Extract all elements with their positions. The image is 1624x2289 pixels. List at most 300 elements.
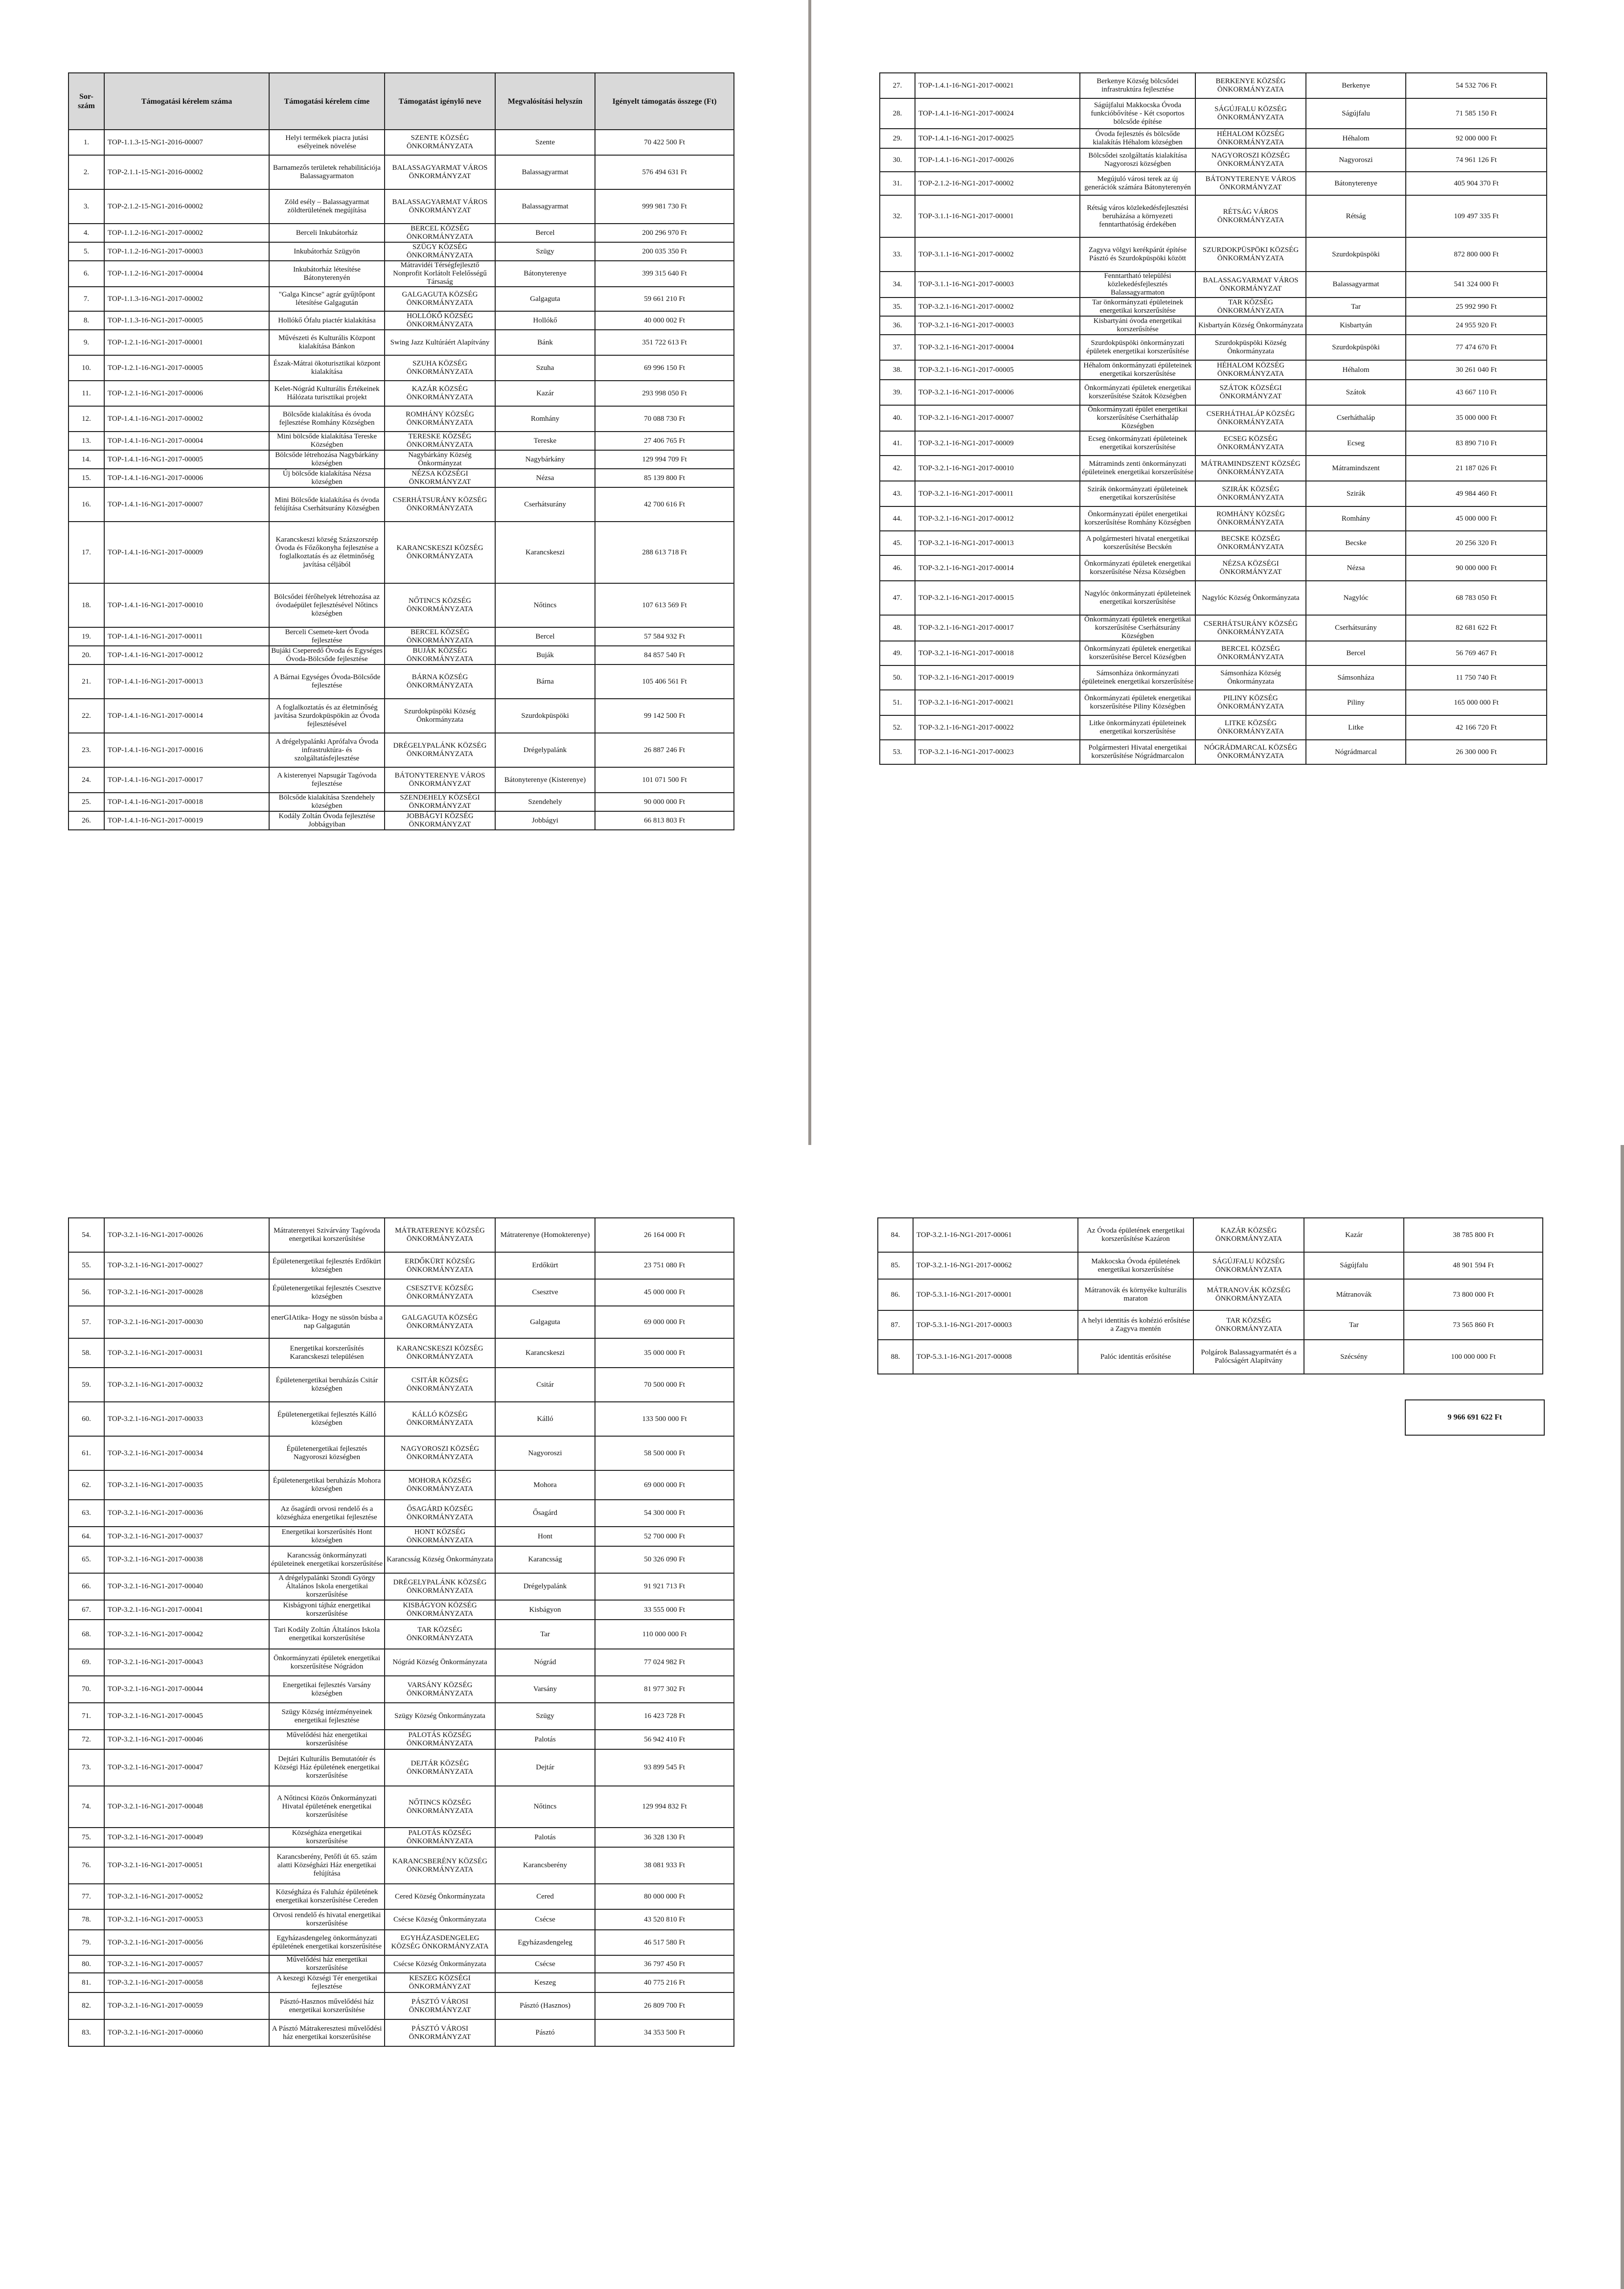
table-row <box>69 1600 734 1620</box>
cell-applicant-name: BECSKE KÖZSÉG ÖNKORMÁNYZATA <box>1195 531 1306 555</box>
table-row <box>69 287 734 311</box>
cell-application-title: Zagyva völgyi kerékpárút építése Pásztó és Szurdokpüspöki között <box>1080 237 1195 272</box>
cell-application-number: TOP-3.2.1-16-NG1-2017-00049 <box>104 1828 269 1847</box>
cell-location: Kisbágyon <box>495 1600 595 1620</box>
cell-applicant-name: BALASSAGYARMAT VÁROS ÖNKORMÁNYZAT <box>385 189 495 224</box>
cell-application-number: TOP-1.4.1-16-NG1-2017-00010 <box>104 583 269 627</box>
cell-row-number: 23. <box>69 733 104 767</box>
table-row <box>69 432 734 450</box>
cell-application-number: TOP-3.2.1-16-NG1-2017-00048 <box>104 1786 269 1828</box>
cell-location: Ecseg <box>1306 431 1406 456</box>
cell-application-title: Palóc identitás erősítése <box>1078 1340 1193 1374</box>
cell-row-number: 28. <box>880 98 915 129</box>
cell-applicant-name: PÁSZTÓ VÁROSI ÖNKORMÁNYZAT <box>385 2019 495 2046</box>
cell-location: Héhalom <box>1306 360 1406 380</box>
cell-application-title: Az ősagárdi orvosi rendelő és a községháza energetikai fejlesztése <box>269 1500 385 1527</box>
cell-requested-amount: 38 785 800 Ft <box>1404 1218 1543 1252</box>
cell-applicant-name: BALASSAGYARMAT VÁROS ÖNKORMÁNYZAT <box>385 155 495 189</box>
cell-requested-amount: 36 328 130 Ft <box>595 1828 734 1847</box>
cell-location: Csesztve <box>495 1279 595 1306</box>
cell-application-title: A Bárnai Egységes Óvoda-Bölcsőde fejlesztése <box>269 664 385 699</box>
table-row <box>69 1402 734 1436</box>
cell-applicant-name: Csécse Község Önkormányzata <box>385 1955 495 1973</box>
cell-requested-amount: 52 700 000 Ft <box>595 1527 734 1546</box>
cell-location: Héhalom <box>1306 129 1406 148</box>
cell-requested-amount: 58 500 000 Ft <box>595 1436 734 1470</box>
cell-row-number: 25. <box>69 793 104 811</box>
cell-application-number: TOP-3.2.1-16-NG1-2017-00056 <box>104 1930 269 1955</box>
cell-row-number: 50. <box>880 665 915 690</box>
cell-location: Bercel <box>1306 641 1406 665</box>
cell-application-number: TOP-3.2.1-16-NG1-2017-00014 <box>915 555 1080 581</box>
cell-location: Nógrád <box>495 1649 595 1676</box>
cell-location: Bátonyterenye (Kisterenye) <box>495 767 595 793</box>
cell-requested-amount: 42 166 720 Ft <box>1406 715 1547 740</box>
cell-application-number: TOP-3.2.1-16-NG1-2017-00033 <box>104 1402 269 1436</box>
cell-row-number: 32. <box>880 195 915 237</box>
cell-row-number: 15. <box>69 469 104 487</box>
cell-applicant-name: VARSÁNY KÖZSÉG ÖNKORMÁNYZATA <box>385 1676 495 1703</box>
cell-row-number: 43. <box>880 481 915 506</box>
cell-row-number: 10. <box>69 355 104 381</box>
cell-application-number: TOP-3.2.1-16-NG1-2017-00018 <box>915 641 1080 665</box>
cell-requested-amount: 35 000 000 Ft <box>595 1338 734 1368</box>
cell-row-number: 29. <box>880 129 915 148</box>
cell-application-title: Bölcsőde kialakítása és óvoda fejlesztése Romhány Községben <box>269 406 385 432</box>
cell-applicant-name: EGYHÁZASDENGELEG KÖZSÉG ÖNKORMÁNYZATA <box>385 1930 495 1955</box>
cell-location: Szirák <box>1306 481 1406 506</box>
cell-location: Berkenye <box>1306 73 1406 98</box>
table-row <box>69 1749 734 1786</box>
cell-application-title: Berkenye Község bölcsődei infrastruktúra fejlesztése <box>1080 73 1195 98</box>
cell-application-number: TOP-3.2.1-16-NG1-2017-00026 <box>104 1218 269 1252</box>
cell-row-number: 47. <box>880 581 915 615</box>
cell-location: Szuha <box>495 355 595 381</box>
cell-applicant-name: ECSEG KÖZSÉG ÖNKORMÁNYZATA <box>1195 431 1306 456</box>
cell-applicant-name: NAGYOROSZI KÖZSÉG ÖNKORMÁNYZATA <box>385 1436 495 1470</box>
cell-location: Tar <box>1304 1310 1404 1340</box>
cell-requested-amount: 73 565 860 Ft <box>1404 1310 1543 1340</box>
cell-applicant-name: SZENTE KÖZSÉG ÖNKORMÁNYZATA <box>385 130 495 155</box>
column-header-applicant-name: Támogatást igénylő neve <box>385 73 495 130</box>
cell-requested-amount: 85 139 800 Ft <box>595 469 734 487</box>
table-row <box>69 1847 734 1884</box>
cell-application-title: Hollókő Ófalu piactér kialakítása <box>269 311 385 330</box>
table-row <box>880 335 1547 360</box>
table-row <box>880 431 1547 456</box>
cell-application-number: TOP-1.4.1-16-NG1-2017-00026 <box>915 148 1080 172</box>
cell-application-title: Ságújfalui Makkocska Óvoda funkcióbővítése - Két csoportos bölcsőde építése <box>1080 98 1195 129</box>
cell-requested-amount: 20 256 320 Ft <box>1406 531 1547 555</box>
cell-applicant-name: HÉHALOM KÖZSÉG ÖNKORMÁNYZATA <box>1195 360 1306 380</box>
table-row <box>69 583 734 627</box>
cell-applicant-name: TERESKE KÖZSÉG ÖNKORMÁNYZATA <box>385 432 495 450</box>
cell-row-number: 85. <box>878 1252 913 1279</box>
cell-requested-amount: 293 998 050 Ft <box>595 381 734 406</box>
cell-location: Hollókő <box>495 311 595 330</box>
cell-location: Drégelypalánk <box>495 733 595 767</box>
cell-location: Bátonyterenye <box>495 261 595 287</box>
column-header-application-number: Támogatási kérelem száma <box>104 73 269 130</box>
cell-applicant-name: ROMHÁNY KÖZSÉG ÖNKORMÁNYZATA <box>385 406 495 432</box>
cell-applicant-name: KARANCSKESZI KÖZSÉG ÖNKORMÁNYZATA <box>385 522 495 583</box>
cell-application-number: TOP-3.2.1-16-NG1-2017-00013 <box>915 531 1080 555</box>
cell-application-title: Önkormányzati épület energetikai korszerűsítése Romhány Községben <box>1080 506 1195 531</box>
cell-requested-amount: 70 422 500 Ft <box>595 130 734 155</box>
grant-table <box>877 1217 1543 1374</box>
cell-requested-amount: 36 797 450 Ft <box>595 1955 734 1973</box>
table-row <box>880 73 1547 98</box>
cell-applicant-name: NÓGRÁDMARCAL KÖZSÉG ÖNKORMÁNYZATA <box>1195 740 1306 764</box>
cell-location: Romhány <box>495 406 595 432</box>
cell-location: Palotás <box>495 1828 595 1847</box>
table-row <box>880 456 1547 481</box>
cell-location: Szente <box>495 130 595 155</box>
cell-applicant-name: LITKE KÖZSÉG ÖNKORMÁNYZATA <box>1195 715 1306 740</box>
table-row <box>878 1279 1543 1310</box>
cell-location: Nagyoroszi <box>495 1436 595 1470</box>
cell-application-title: Egyházasdengeleg önkormányzati épületének energetikai korszerűsítése <box>269 1930 385 1955</box>
cell-application-title: Fenntartható települési közlekedésfejlesztés Balassagyarmaton <box>1080 272 1195 298</box>
cell-row-number: 69. <box>69 1649 104 1676</box>
cell-applicant-name: HOLLÓKŐ KÖZSÉG ÖNKORMÁNYZATA <box>385 311 495 330</box>
cell-location: Keszeg <box>495 1973 595 1992</box>
cell-application-number: TOP-3.2.1-16-NG1-2017-00038 <box>104 1546 269 1573</box>
table-row <box>878 1340 1543 1374</box>
cell-row-number: 9. <box>69 330 104 355</box>
cell-row-number: 11. <box>69 381 104 406</box>
cell-row-number: 81. <box>69 1973 104 1992</box>
cell-requested-amount: 90 000 000 Ft <box>595 793 734 811</box>
cell-requested-amount: 80 000 000 Ft <box>595 1884 734 1909</box>
column-header-row-number: Sor- szám <box>69 73 104 130</box>
cell-requested-amount: 90 000 000 Ft <box>1406 555 1547 581</box>
page-3 <box>68 1217 734 2047</box>
table-row <box>69 242 734 261</box>
table-row <box>69 1828 734 1847</box>
cell-row-number: 31. <box>880 172 915 195</box>
column-header-requested-amount: Igényelt támogatás összege (Ft) <box>595 73 734 130</box>
cell-row-number: 73. <box>69 1749 104 1786</box>
cell-requested-amount: 56 942 410 Ft <box>595 1730 734 1749</box>
cell-applicant-name: KARANCSBERÉNY KÖZSÉG ÖNKORMÁNYZATA <box>385 1847 495 1884</box>
cell-application-number: TOP-5.3.1-16-NG1-2017-00003 <box>913 1310 1078 1340</box>
cell-requested-amount: 129 994 832 Ft <box>595 1786 734 1828</box>
cell-application-title: Polgármesteri Hivatal energetikai korszerűsítése Nógrádmarcalon <box>1080 740 1195 764</box>
cell-application-number: TOP-1.1.3-16-NG1-2017-00005 <box>104 311 269 330</box>
cell-application-title: A polgármesteri hivatal energetikai korszerűsítése Becskén <box>1080 531 1195 555</box>
cell-requested-amount: 40 775 216 Ft <box>595 1973 734 1992</box>
cell-location: Ságújfalu <box>1304 1252 1404 1279</box>
cell-location: Bátonyterenye <box>1306 172 1406 195</box>
cell-location: Becske <box>1306 531 1406 555</box>
cell-application-number: TOP-2.1.2-15-NG1-2016-00002 <box>104 189 269 224</box>
cell-application-title: Rétság város közlekedésfejlesztési beruházása a környezeti fenntarthatóság érdekében <box>1080 195 1195 237</box>
cell-row-number: 82. <box>69 1992 104 2019</box>
cell-requested-amount: 16 423 728 Ft <box>595 1703 734 1730</box>
table-row <box>69 1649 734 1676</box>
cell-location: Romhány <box>1306 506 1406 531</box>
table-row <box>880 740 1547 764</box>
cell-requested-amount: 57 584 932 Ft <box>595 627 734 646</box>
cell-location: Tereske <box>495 432 595 450</box>
cell-application-title: Önkormányzati épületek energetikai korszerűsítése Piliny Községben <box>1080 690 1195 715</box>
cell-application-title: Sámsonháza önkormányzati épületeinek energetikai korszerűsítése <box>1080 665 1195 690</box>
table-row <box>69 1546 734 1573</box>
cell-application-number: TOP-3.2.1-16-NG1-2017-00002 <box>915 298 1080 316</box>
cell-application-title: Önkormányzati épületek energetikai korszerűsítése Nógrádon <box>269 1649 385 1676</box>
cell-location: Galgaguta <box>495 287 595 311</box>
cell-application-number: TOP-3.2.1-16-NG1-2017-00047 <box>104 1749 269 1786</box>
cell-requested-amount: 50 326 090 Ft <box>595 1546 734 1573</box>
cell-applicant-name: JOBBÁGYI KÖZSÉG ÖNKORMÁNYZAT <box>385 811 495 830</box>
cell-application-title: Mátraminds zenti önkormányzati épületeinek energetikai korszerűsítése <box>1080 456 1195 481</box>
column-header-application-title: Támogatási kérelem címe <box>269 73 385 130</box>
cell-application-title: A drégelypalánki Szondi György Általános Iskola energetikai korszerűsítése <box>269 1573 385 1600</box>
cell-row-number: 5. <box>69 242 104 261</box>
table-row <box>69 1930 734 1955</box>
cell-applicant-name: KAZÁR KÖZSÉG ÖNKORMÁNYZATA <box>1193 1218 1304 1252</box>
cell-requested-amount: 91 921 713 Ft <box>595 1573 734 1600</box>
cell-application-title: A keszegi Községi Tér energetikai fejlesztése <box>269 1973 385 1992</box>
cell-applicant-name: ŐSAGÁRD KÖZSÉG ÖNKORMÁNYZATA <box>385 1500 495 1527</box>
cell-row-number: 18. <box>69 583 104 627</box>
cell-application-title: Új bölcsőde kialakítása Nézsa községben <box>269 469 385 487</box>
cell-requested-amount: 77 024 982 Ft <box>595 1649 734 1676</box>
cell-location: Balassagyarmat <box>495 155 595 189</box>
cell-row-number: 62. <box>69 1470 104 1500</box>
cell-application-title: Az Óvoda épületének energetikai korszerűsítése Kazáron <box>1078 1218 1193 1252</box>
cell-application-title: Épületenergetikai fejlesztés Erdőkürt községben <box>269 1252 385 1279</box>
cell-application-number: TOP-3.2.1-16-NG1-2017-00015 <box>915 581 1080 615</box>
cell-location: Sámsonháza <box>1306 665 1406 690</box>
cell-applicant-name: NÉZSA KÖZSÉGI ÖNKORMÁNYZAT <box>385 469 495 487</box>
cell-application-number: TOP-3.2.1-16-NG1-2017-00023 <box>915 740 1080 764</box>
cell-location: Nőtincs <box>495 1786 595 1828</box>
grand-total: 9 966 691 622 Ft <box>1405 1399 1545 1436</box>
cell-application-number: TOP-1.4.1-16-NG1-2017-00021 <box>915 73 1080 98</box>
table-row <box>69 1368 734 1402</box>
cell-application-number: TOP-3.2.1-16-NG1-2017-00042 <box>104 1620 269 1649</box>
cell-application-title: Helyi termékek piacra jutási esélyeinek növelése <box>269 130 385 155</box>
cell-applicant-name: SZIRÁK KÖZSÉG ÖNKORMÁNYZATA <box>1195 481 1306 506</box>
cell-application-number: TOP-3.2.1-16-NG1-2017-00041 <box>104 1600 269 1620</box>
cell-row-number: 60. <box>69 1402 104 1436</box>
cell-row-number: 33. <box>880 237 915 272</box>
cell-application-title: Kelet-Nógrád Kulturális Értékeinek Hálózata turisztikai projekt <box>269 381 385 406</box>
cell-application-title: Inkubátorház létesítése Bátonyterenyén <box>269 261 385 287</box>
cell-requested-amount: 107 613 569 Ft <box>595 583 734 627</box>
cell-requested-amount: 30 261 040 Ft <box>1406 360 1547 380</box>
cell-row-number: 7. <box>69 287 104 311</box>
cell-application-number: TOP-1.4.1-16-NG1-2017-00011 <box>104 627 269 646</box>
cell-application-title: Községháza és Faluház épületének energetikai korszerűsítése Cereden <box>269 1884 385 1909</box>
cell-location: Karancsság <box>495 1546 595 1573</box>
table-row <box>880 98 1547 129</box>
grant-table <box>68 1217 734 2047</box>
cell-location: Bercel <box>495 224 595 242</box>
cell-location: Galgaguta <box>495 1306 595 1338</box>
cell-application-title: Bölcsődei férőhelyek létrehozása az óvodaépület fejlesztésével Nőtincs községben <box>269 583 385 627</box>
cell-requested-amount: 49 984 460 Ft <box>1406 481 1547 506</box>
cell-application-title: Épületenergetikai beruházás Csitár községben <box>269 1368 385 1402</box>
cell-location: Erdőkürt <box>495 1252 595 1279</box>
cell-requested-amount: 105 406 561 Ft <box>595 664 734 699</box>
table-row <box>69 330 734 355</box>
cell-row-number: 13. <box>69 432 104 450</box>
cell-application-number: TOP-1.4.1-16-NG1-2017-00004 <box>104 432 269 450</box>
cell-requested-amount: 399 315 640 Ft <box>595 261 734 287</box>
table-row <box>69 450 734 469</box>
cell-applicant-name: CSITÁR KÖZSÉG ÖNKORMÁNYZATA <box>385 1368 495 1402</box>
cell-applicant-name: SZUHA KÖZSÉG ÖNKORMÁNYZATA <box>385 355 495 381</box>
cell-location: Nagylóc <box>1306 581 1406 615</box>
cell-application-title: Épületenergetikai fejlesztés Csesztve községben <box>269 1279 385 1306</box>
cell-application-title: Szirák önkormányzati épületeinek energetikai korszerűsítése <box>1080 481 1195 506</box>
cell-application-number: TOP-1.4.1-16-NG1-2017-00009 <box>104 522 269 583</box>
cell-location: Piliny <box>1306 690 1406 715</box>
cell-applicant-name: PÁSZTÓ VÁROSI ÖNKORMÁNYZAT <box>385 1992 495 2019</box>
cell-applicant-name: KESZEG KÖZSÉGI ÖNKORMÁNYZAT <box>385 1973 495 1992</box>
cell-requested-amount: 66 813 803 Ft <box>595 811 734 830</box>
cell-row-number: 87. <box>878 1310 913 1340</box>
cell-application-number: TOP-1.1.2-16-NG1-2017-00002 <box>104 224 269 242</box>
table-row <box>69 311 734 330</box>
cell-requested-amount: 69 000 000 Ft <box>595 1470 734 1500</box>
cell-application-number: TOP-3.2.1-16-NG1-2017-00021 <box>915 690 1080 715</box>
cell-location: Pásztó <box>495 2019 595 2046</box>
cell-application-title: Óvoda fejlesztés és bölcsőde kialakítás Héhalom községben <box>1080 129 1195 148</box>
cell-row-number: 22. <box>69 699 104 733</box>
cell-applicant-name: ERDŐKÜRT KÖZSÉG ÖNKORMÁNYZATA <box>385 1252 495 1279</box>
cell-applicant-name: Nógrád Község Önkormányzata <box>385 1649 495 1676</box>
cell-row-number: 77. <box>69 1884 104 1909</box>
table-row <box>69 406 734 432</box>
cell-applicant-name: NŐTINCS KÖZSÉG ÖNKORMÁNYZATA <box>385 1786 495 1828</box>
cell-row-number: 71. <box>69 1703 104 1730</box>
cell-location: Bárna <box>495 664 595 699</box>
cell-application-title: Épületenergetikai beruházás Mohora községben <box>269 1470 385 1500</box>
cell-requested-amount: 24 955 920 Ft <box>1406 316 1547 335</box>
cell-application-title: A kisterenyei Napsugár Tagóvoda fejlesztése <box>269 767 385 793</box>
cell-applicant-name: GALGAGUTA KÖZSÉG ÖNKORMÁNYZATA <box>385 1306 495 1338</box>
table-row <box>880 641 1547 665</box>
cell-location: Varsány <box>495 1676 595 1703</box>
cell-applicant-name: BUJÁK KÖZSÉG ÖNKORMÁNYZATA <box>385 646 495 664</box>
table-row <box>880 148 1547 172</box>
cell-application-number: TOP-5.3.1-16-NG1-2017-00008 <box>913 1340 1078 1374</box>
cell-application-number: TOP-3.2.1-16-NG1-2017-00022 <box>915 715 1080 740</box>
cell-application-title: Berceli Csemete-kert Óvoda fejlesztése <box>269 627 385 646</box>
cell-row-number: 65. <box>69 1546 104 1573</box>
cell-requested-amount: 70 500 000 Ft <box>595 1368 734 1402</box>
cell-location: Csécse <box>495 1955 595 1973</box>
cell-requested-amount: 43 667 110 Ft <box>1406 380 1547 405</box>
cell-location: Pásztó (Hasznos) <box>495 1992 595 2019</box>
cell-row-number: 6. <box>69 261 104 287</box>
cell-applicant-name: CSERHÁTHALÁP KÖZSÉG ÖNKORMÁNYZATA <box>1195 405 1306 431</box>
cell-application-title: Kisbartyáni óvoda energetikai korszerűsítése <box>1080 316 1195 335</box>
cell-applicant-name: CSERHÁTSURÁNY KÖZSÉG ÖNKORMÁNYZATA <box>1195 615 1306 641</box>
cell-application-number: TOP-1.4.1-16-NG1-2017-00005 <box>104 450 269 469</box>
cell-applicant-name: NAGYOROSZI KÖZSÉG ÖNKORMÁNYZATA <box>1195 148 1306 172</box>
cell-application-title: Kodály Zoltán Óvoda fejlesztése Jobbágyiban <box>269 811 385 830</box>
cell-row-number: 27. <box>880 73 915 98</box>
cell-application-number: TOP-3.2.1-16-NG1-2017-00004 <box>915 335 1080 360</box>
cell-application-number: TOP-3.2.1-16-NG1-2017-00046 <box>104 1730 269 1749</box>
cell-application-title: enerGIAtika- Hogy ne süssön búsba a nap Galgagután <box>269 1306 385 1338</box>
cell-applicant-name: Szurdokpüspöki Község Önkormányzata <box>1195 335 1306 360</box>
cell-application-title: Mátranovák és környéke kulturális maraton <box>1078 1279 1193 1310</box>
cell-applicant-name: Sámsonháza Község Önkormányzata <box>1195 665 1306 690</box>
table-row <box>69 2019 734 2046</box>
cell-requested-amount: 25 992 990 Ft <box>1406 298 1547 316</box>
cell-location: Karancskeszi <box>495 1338 595 1368</box>
cell-applicant-name: SZÁTOK KÖZSÉGI ÖNKORMÁNYZAT <box>1195 380 1306 405</box>
cell-row-number: 14. <box>69 450 104 469</box>
cell-application-number: TOP-1.4.1-16-NG1-2017-00012 <box>104 646 269 664</box>
table-row <box>880 298 1547 316</box>
cell-applicant-name: Szurdokpüspöki Község Önkormányzata <box>385 699 495 733</box>
table-row <box>69 664 734 699</box>
cell-requested-amount: 288 613 718 Ft <box>595 522 734 583</box>
table-row <box>880 380 1547 405</box>
cell-location: Litke <box>1306 715 1406 740</box>
table-row <box>880 555 1547 581</box>
cell-location: Mátraterenye (Homokterenye) <box>495 1218 595 1252</box>
table-row <box>69 1218 734 1252</box>
cell-applicant-name: PALOTÁS KÖZSÉG ÖNKORMÁNYZATA <box>385 1828 495 1847</box>
table-row <box>880 360 1547 380</box>
table-row <box>69 811 734 830</box>
cell-row-number: 66. <box>69 1573 104 1600</box>
table-row <box>69 1992 734 2019</box>
cell-application-number: TOP-3.2.1-16-NG1-2017-00011 <box>915 481 1080 506</box>
cell-location: Karancskeszi <box>495 522 595 583</box>
cell-location: Cserhátsurány <box>495 487 595 522</box>
cell-location: Szügy <box>495 242 595 261</box>
cell-location: Kálló <box>495 1402 595 1436</box>
cell-row-number: 3. <box>69 189 104 224</box>
cell-application-title: Mini Bölcsőde kialakítása és óvoda felújítása Cserhátsurány Községben <box>269 487 385 522</box>
cell-location: Szendehely <box>495 793 595 811</box>
table-row <box>69 793 734 811</box>
table-row <box>69 733 734 767</box>
table-row <box>880 405 1547 431</box>
cell-applicant-name: BÁRNA KÖZSÉG ÖNKORMÁNYZATA <box>385 664 495 699</box>
table-row <box>880 531 1547 555</box>
cell-application-title: Héhalom önkormányzati épületeinek energetikai korszerűsítése <box>1080 360 1195 380</box>
cell-application-number: TOP-3.2.1-16-NG1-2017-00052 <box>104 1884 269 1909</box>
cell-application-number: TOP-1.4.1-16-NG1-2017-00016 <box>104 733 269 767</box>
cell-row-number: 17. <box>69 522 104 583</box>
cell-requested-amount: 26 300 000 Ft <box>1406 740 1547 764</box>
cell-application-number: TOP-1.4.1-16-NG1-2017-00024 <box>915 98 1080 129</box>
cell-location: Kisbartyán <box>1306 316 1406 335</box>
table-row <box>880 195 1547 237</box>
table-row <box>880 715 1547 740</box>
cell-location: Cered <box>495 1884 595 1909</box>
page-divider-vertical-bottom <box>1621 1145 1624 2289</box>
cell-application-number: TOP-1.4.1-16-NG1-2017-00013 <box>104 664 269 699</box>
cell-requested-amount: 99 142 500 Ft <box>595 699 734 733</box>
cell-location: Kazár <box>495 381 595 406</box>
cell-requested-amount: 46 517 580 Ft <box>595 1930 734 1955</box>
cell-application-title: Önkormányzati épületek energetikai korszerűsítése Nézsa Községben <box>1080 555 1195 581</box>
cell-application-title: Karancsberény, Petőfi út 65. szám alatti Községházi Ház energetikai felújítása <box>269 1847 385 1884</box>
cell-row-number: 34. <box>880 272 915 298</box>
cell-application-number: TOP-3.2.1-16-NG1-2017-00006 <box>915 380 1080 405</box>
